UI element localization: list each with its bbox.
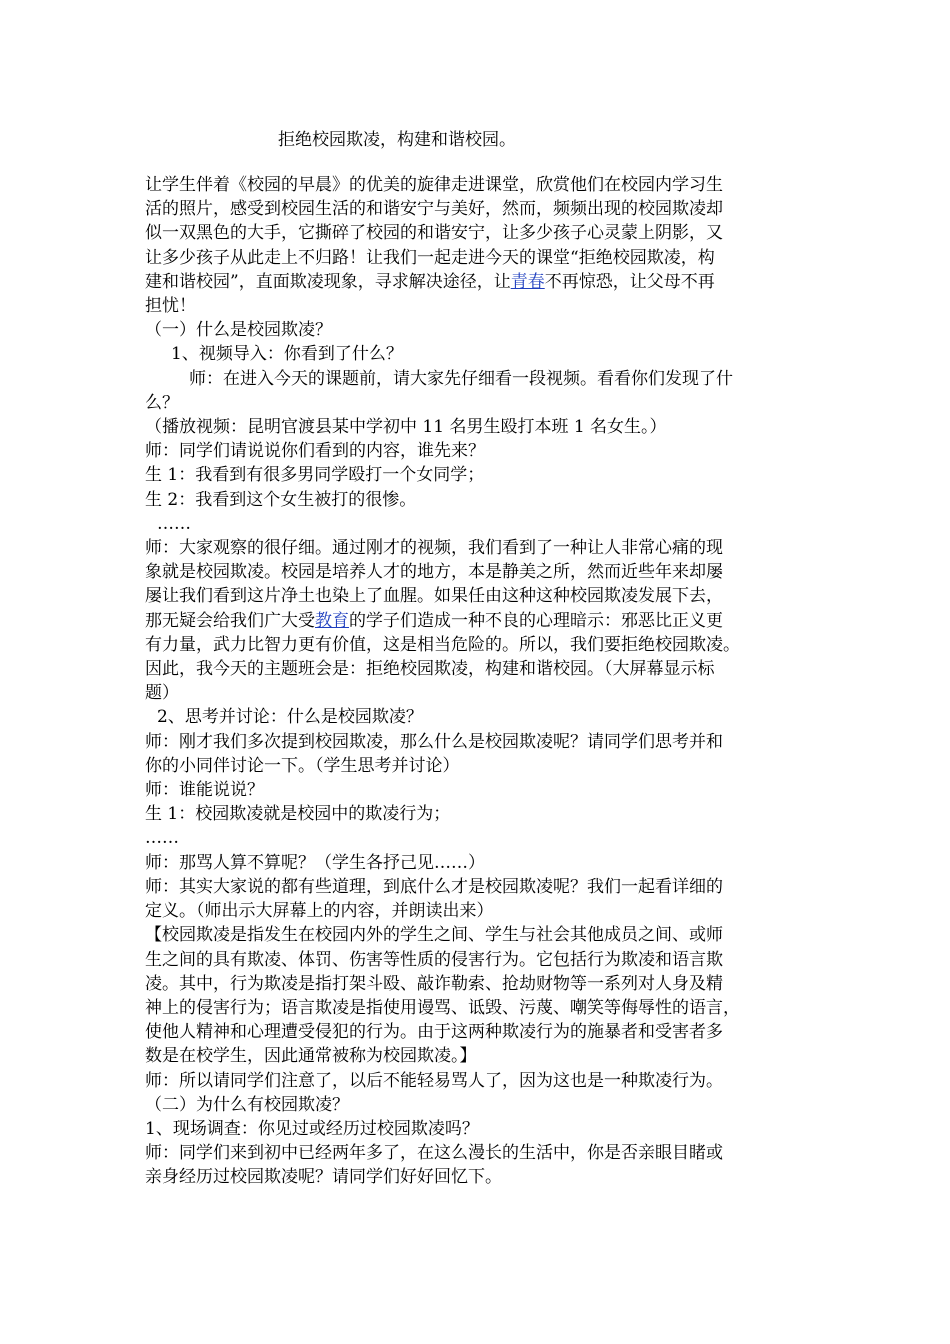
intro-line: 让学生伴着《校园的早晨》的优美的旋律走进课堂，欣赏他们在校园内学习生 [145, 175, 723, 195]
qingchun-link[interactable]: 青春 [510, 271, 545, 292]
paragraph-line: 师：谁能说说？ [145, 780, 264, 801]
definition-line: 数是在校学生，因此通常被称为校园欺凌。】 [145, 1046, 477, 1067]
ellipsis-line: …… [145, 828, 179, 849]
paragraph-line: 师：其实大家说的都有些道理，到底什么才是校园欺凌呢？我们一起看详细的 [145, 876, 723, 897]
paragraph-line: 师：所以请同学们注意了，以后不能轻易骂人了，因为这也是一种欺凌行为。 [145, 1070, 723, 1091]
subsection-heading: 2、思考并讨论：什么是校园欺凌？ [157, 707, 423, 728]
document-body [145, 173, 815, 1190]
paragraph-line: 师：那骂人算不算呢？（学生各抒己见……） [145, 852, 485, 873]
definition-line: 【校园欺凌是指发生在校园内外的学生之间、学生与社会其他成员之间、或师 [145, 925, 723, 946]
paragraph-line: 师：刚才我们多次提到校园欺凌，那么什么是校园欺凌呢？请同学们思考并和 [145, 731, 723, 752]
definition-line: 生之间的具有欺凌、体罚、伤害等性质的侵害行为。它包括行为欺凌和语言欺 [145, 949, 723, 970]
paragraph-text: 的学子们造成一种不良的心理暗示：邪恶比正义更 [349, 610, 723, 631]
paragraph-line: 么？ [145, 392, 179, 413]
paragraph-line: 生 2：我看到这个女生被打的很惨。 [145, 489, 417, 510]
paragraph-line: （播放视频：昆明官渡县某中学初中 11 名男生殴打本班 1 名女生。） [145, 417, 667, 438]
paragraph-line: 因此，我今天的主题班会是：拒绝校园欺凌，构建和谐校园。（大屏幕显示标 [145, 659, 715, 680]
section-heading: （一）什么是校园欺凌？ [145, 320, 332, 341]
definition-line: 神上的侵害行为；语言欺凌是指使用谩骂、诋毁、污蔑、嘲笑等侮辱性的语言， [145, 997, 740, 1018]
paragraph-line: 屡让我们看到这片净土也染上了血腥。如果任由这种这种校园欺凌发展下去， [145, 586, 723, 607]
paragraph-line: 题） [145, 683, 179, 704]
section-heading: （二）为什么有校园欺凌？ [145, 1094, 349, 1115]
intro-text: 不再惊恐，让父母不再 [544, 271, 715, 292]
paragraph-line: 有力量，武力比智力更有价值，这是相当危险的。所以，我们要拒绝校园欺凌。 [145, 634, 740, 655]
intro-line: 似一双黑色的大手，它撕碎了校园的和谐安宁，让多少孩子心灵蒙上阴影，又 [145, 223, 723, 244]
paragraph-line: 定义。（师出示大屏幕上的内容，并朗读出来） [145, 901, 494, 922]
intro-line: 活的照片，感受到校园生活的和谐安宁与美好，然而，频频出现的校园欺凌却 [145, 199, 723, 220]
paragraph-line: 师：同学们来到初中已经两年多了，在这么漫长的生活中，你是否亲眼目睹或 [145, 1143, 723, 1164]
paragraph-line: 亲身经历过校园欺凌呢？请同学们好好回忆下。 [145, 1167, 502, 1188]
paragraph-text: 那无疑会给我们广大受 [145, 610, 315, 631]
intro-line: 担忧！ [145, 296, 196, 317]
paragraph-line: 师：大家观察的很仔细。通过刚才的视频，我们看到了一种让人非常心痛的现 [145, 538, 723, 559]
paragraph-line: 生 1：我看到有很多男同学殴打一个女同学； [145, 465, 485, 486]
subsection-heading: 1、现场调查：你见过或经历过校园欺凌吗？ [145, 1118, 479, 1139]
definition-line: 凌。其中，行为欺凌是指打架斗殴、敲诈勒索、抢劫财物等一系列对人身及精 [145, 973, 723, 994]
document-title: 拒绝校园欺凌，构建和谐校园。 [278, 130, 516, 150]
paragraph-line: 你的小同伴讨论一下。（学生思考并讨论） [145, 755, 460, 776]
intro-text: 建和谐校园”，直面欺凌现象，寻求解决途径，让 [145, 271, 511, 292]
subsection-heading: 1、视频导入：你看到了什么？ [171, 344, 403, 365]
intro-line [145, 270, 815, 294]
paragraph-line: 师：在进入今天的课题前，请大家先仔细看一段视频。看看你们发现了什 [189, 368, 733, 389]
jiaoyu-link[interactable]: 教育 [315, 610, 349, 631]
ellipsis-line: …… [157, 513, 191, 534]
paragraph-line: 象就是校园欺凌。校园是培养人才的地方，本是静美之所，然而近些年来却屡 [145, 562, 723, 583]
paragraph-line: 师：同学们请说说你们看到的内容，谁先来？ [145, 441, 485, 462]
intro-line: 让多少孩子从此走上不归路！让我们一起走进今天的课堂“拒绝校园欺凌，构 [145, 247, 715, 268]
definition-line: 使他人精神和心理遭受侵犯的行为。由于这两种欺凌行为的施暴者和受害者多 [145, 1022, 723, 1043]
paragraph-line: 生 1：校园欺凌就是校园中的欺凌行为； [145, 804, 451, 825]
paragraph-line [145, 609, 815, 633]
